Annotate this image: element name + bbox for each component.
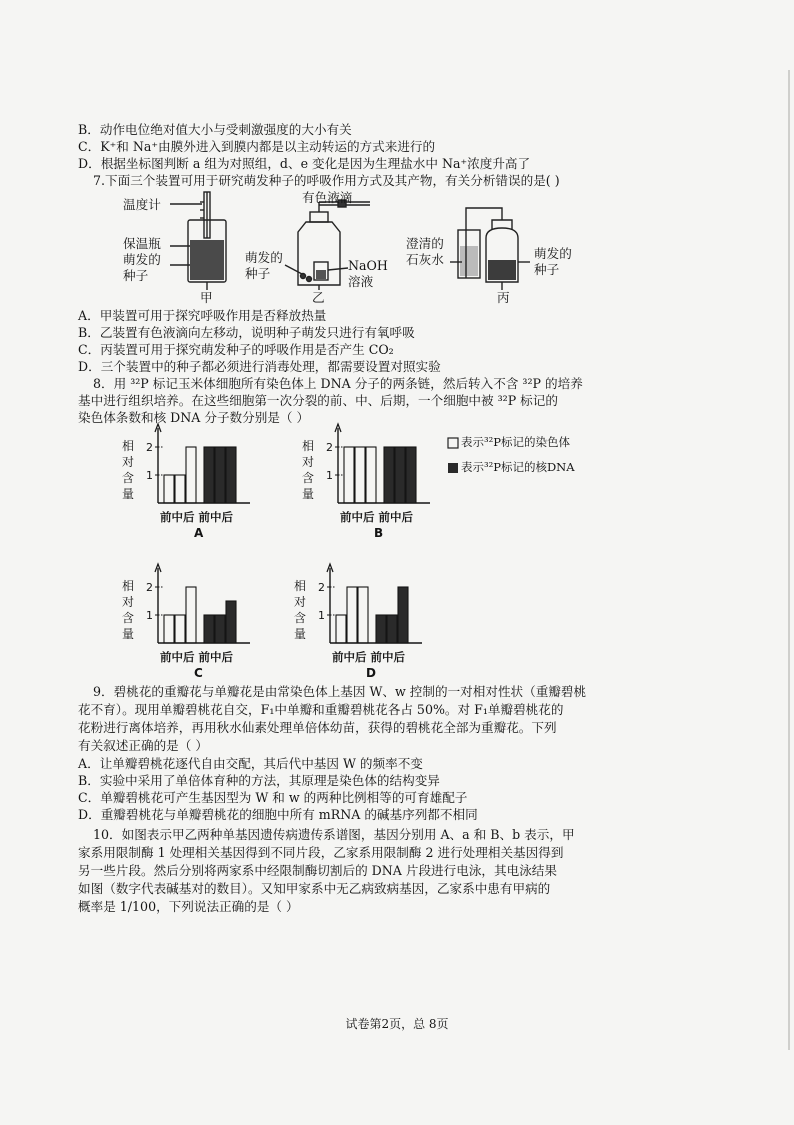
q9-line-3: 花粉进行离体培养，再用秋水仙素处理单倍体幼苗，获得的碧桃花全部为重瓣花。下列 [78,720,557,735]
y-axis-label: 量 [302,487,315,501]
y-axis-label: 对 [294,595,307,609]
bar-chromosome [336,615,346,643]
yi-droplet-label: 有色液滴 [302,190,353,205]
bar-dna [226,601,236,643]
bar-dna [376,615,386,643]
bar-dna [387,615,397,643]
q8-stem-3: 染色体条数和核 DNA 分子数分别是（ ） [78,410,310,425]
q10-line-5: 概率是 1/100，下列说法正确的是（ ） [78,899,299,914]
y-axis-label: 对 [122,595,135,609]
bar-dna [398,587,408,643]
q10-line-3: 另一些片段。然后分别将两家系中经限制酶切割后的 DNA 片段进行电泳，其电泳结果 [78,863,557,878]
yi-seed-label-1: 萌发的 [245,250,283,265]
bar-chromosome [347,587,357,643]
bar-dna [384,447,394,503]
y-axis-label: 含 [122,471,135,485]
bar-chromosome [186,587,196,643]
chart-b [298,420,438,542]
jia-flask-label-1: 保温瓶 [123,236,161,251]
bar-chromosome [164,475,174,503]
bar-chromosome [366,447,376,503]
y-axis-label: 含 [294,611,307,625]
q10-line-1: 10．如图表示甲乙两种单基因遗传病遗传系谱图，基因分别用 A、a 和 B、b 表示，甲 [93,827,575,842]
x-axis-label: 前中后 前中后 [160,510,234,524]
y-tick-label: 2 [146,441,153,454]
yi-name: 乙 [312,290,325,305]
q6-option-d: D．根据坐标图判断 a 组为对照组，d、e 变化是因为生理盐水中 Na⁺浓度升高了 [78,156,531,171]
chart-c [118,560,258,678]
bar-chromosome [175,615,185,643]
legend-dna: 表示³²P标记的核DNA [461,460,575,474]
y-tick-label: 2 [146,581,153,594]
bing-seed-label-2: 种子 [534,262,560,277]
q10-line-2: 家系用限制酶 1 处理相关基因得到不同片段，乙家系用限制酶 2 进行处理相关基因得到 [78,845,564,860]
apparatus-jia [170,192,226,290]
bar-chromosome [344,447,354,503]
y-axis-label: 含 [122,611,135,625]
y-tick-label: 2 [326,441,333,454]
q6-option-c: C．K⁺和 Na⁺由膜外进入到膜内都是以主动转运的方式来进行的 [78,139,436,154]
q8-stem-2: 基中进行组织培养。在这些细胞第一次分裂的前、中、后期，一个细胞中被 ³²P 标记的 [78,393,558,408]
y-axis-label: 相 [122,579,135,593]
q9-option-b: B．实验中采用了单倍体育种的方法，其原理是染色体的结构变异 [78,773,440,788]
bing-lime-label-2: 石灰水 [406,252,444,267]
yi-naoh-label-2: 溶液 [348,274,374,289]
yi-naoh-label-1: NaOH [348,258,388,273]
jia-thermometer-label: 温度计 [123,197,161,212]
bar-dna [226,447,236,503]
q9-option-a: A．让单瓣碧桃花逐代自由交配，其后代中基因 W 的频率不变 [78,756,423,771]
y-axis-label: 量 [122,627,135,641]
chart-title: B [374,526,384,540]
bar-chromosome [164,615,174,643]
yi-seed-label-2: 种子 [245,266,271,281]
q7-option-a: A．甲装置可用于探究呼吸作用是否释放热量 [78,308,327,323]
y-tick-label: 1 [146,609,153,622]
bar-dna [215,447,225,503]
bar-chromosome [358,587,368,643]
y-tick-label: 2 [318,581,325,594]
chart-d [290,560,450,678]
chart-a [118,420,258,542]
y-axis-label: 对 [302,455,315,469]
bing-lime-label-1: 澄清的 [406,236,444,251]
bar-dna [204,615,214,643]
y-tick-label: 1 [326,469,333,482]
x-axis-label: 前中后 前中后 [340,510,414,524]
bar-chromosome [175,475,185,503]
y-axis-label: 相 [302,439,315,453]
chart-title: D [366,666,376,678]
bing-name: 丙 [497,290,510,305]
q8-stem-1: 8．用 ³²P 标记玉米体细胞所有染色体上 DNA 分子的两条链，然后转入不含 ³²P 的培养 [93,376,583,391]
page-footer: 试卷第2页，总 8页 [345,1017,449,1031]
q7-option-b: B．乙装置有色液滴向左移动，说明种子萌发只进行有氧呼吸 [78,325,415,340]
q9-option-d: D．重瓣碧桃花与单瓣碧桃花的细胞中所有 mRNA 的碱基序列都不相同 [78,807,478,822]
q7-option-c: C．丙装置可用于探究萌发种子的呼吸作用是否产生 CO₂ [78,342,394,357]
jia-flask-label-2: 萌发的 [123,252,161,267]
q9-option-c: C．单瓣碧桃花可产生基因型为 W 和 w 的两种比例相等的可育雄配子 [78,790,468,805]
jia-flask-label-3: 种子 [123,268,149,283]
chart-title: A [194,526,204,540]
q9-line-1: 9．碧桃花的重瓣花与单瓣花是由常染色体上基因 W、w 控制的一对相对性状（重瓣碧桃 [93,684,587,699]
x-axis-label: 前中后 前中后 [332,650,406,664]
q10-line-4: 如图（数字代表碱基对的数目）。又知甲家系中无乙病致病基因，乙家系中患有甲病的 [78,881,551,896]
apparatus-bing [450,208,530,290]
bar-dna [204,447,214,503]
y-axis-label: 相 [294,579,307,593]
x-axis-label: 前中后 前中后 [160,650,234,664]
scan-edge [788,70,790,1050]
q9-line-2: 花不育）。现用单瓣碧桃花自交，F₁中单瓣和重瓣碧桃花各占 50%。对 F₁单瓣碧桃花的 [78,702,564,717]
bar-chromosome [186,447,196,503]
bar-chromosome [355,447,365,503]
legend-chromosome: 表示³²P标记的染色体 [461,435,570,449]
y-axis-label: 相 [122,439,135,453]
q6-option-b: B．动作电位绝对值大小与受刺激强度的大小有关 [78,122,352,137]
q7-option-d: D．三个装置中的种子都必须进行消毒处理，都需要设置对照实验 [78,359,441,374]
y-axis-label: 含 [302,471,315,485]
q7-stem: 7.下面三个装置可用于研究萌发种子的呼吸作用方式及其产物，有关分析错误的是( ) [93,173,560,188]
bar-dna [406,447,416,503]
y-axis-label: 对 [122,455,135,469]
y-axis-label: 量 [294,627,307,641]
y-tick-label: 1 [146,469,153,482]
bar-dna [395,447,405,503]
bar-dna [215,615,225,643]
chart-title: C [194,666,203,678]
y-axis-label: 量 [122,487,135,501]
bing-seed-label-1: 萌发的 [534,246,572,261]
y-tick-label: 1 [318,609,325,622]
q9-line-4: 有关叙述正确的是（ ） [78,738,208,753]
jia-name: 甲 [200,290,213,305]
